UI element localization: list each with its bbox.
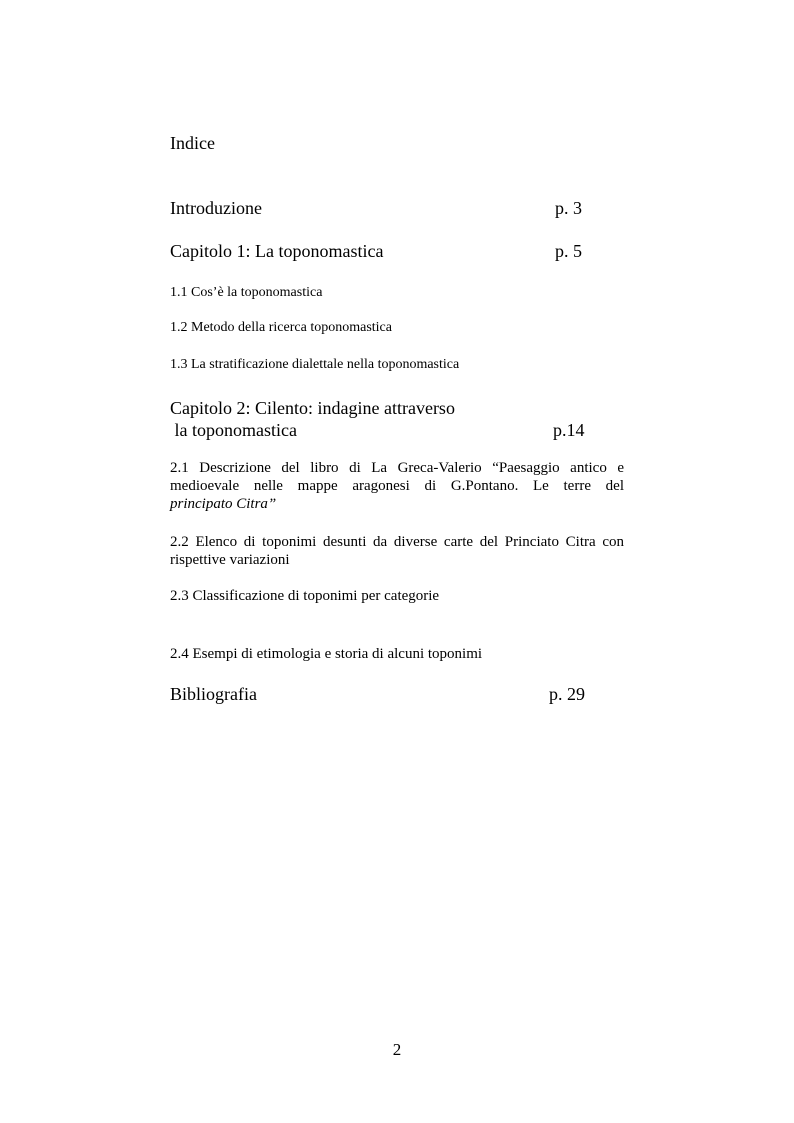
toc-bibliography-label: Bibliografia [170, 684, 257, 704]
toc-section-2-2-line1: 2.2 Elenco di toponimi desunti da diverse carte del Princiato Citra con [170, 534, 624, 550]
toc-intro-page: p. 3 [555, 198, 582, 218]
toc-section-2-3: 2.3 Classificazione di toponimi per categorie [170, 588, 440, 604]
toc-section-1-1: 1.1 Cos’è la toponomastica [170, 285, 323, 300]
toc-section-1-2: 1.2 Metodo della ricerca toponomastica [170, 320, 392, 335]
toc-section-1-3: 1.3 La stratificazione dialettale nella toponomastica [170, 357, 460, 372]
toc-section-2-1-line3: principato Citra” [170, 496, 277, 512]
toc-chapter2-label-line1: Capitolo 2: Cilento: indagine attraverso [170, 398, 455, 418]
toc-section-2-2 [170, 533, 624, 569]
toc-chapter2-page: p.14 [553, 420, 585, 440]
page-number: 2 [392, 1040, 402, 1059]
toc-chapter2-label-line2: la toponomastica [170, 420, 297, 440]
toc-section-2-1-line1: 2.1 Descrizione del libro di La Greca-Valerio “Paesaggio antico e [170, 460, 624, 476]
page-title: Indice [170, 133, 215, 153]
toc-intro-label: Introduzione [170, 198, 262, 218]
toc-chapter1-page: p. 5 [555, 241, 582, 261]
toc-section-2-1 [170, 459, 624, 513]
toc-section-2-4: 2.4 Esempi di etimologia e storia di alcuni toponimi [170, 646, 483, 662]
toc-bibliography-page: p. 29 [549, 684, 585, 704]
toc-section-2-2-line2: rispettive variazioni [170, 552, 290, 568]
toc-section-2-1-line2: medioevale nelle mappe aragonesi di G.Pontano. Le terre del [170, 478, 624, 494]
toc-chapter1-label: Capitolo 1: La toponomastica [170, 241, 384, 261]
